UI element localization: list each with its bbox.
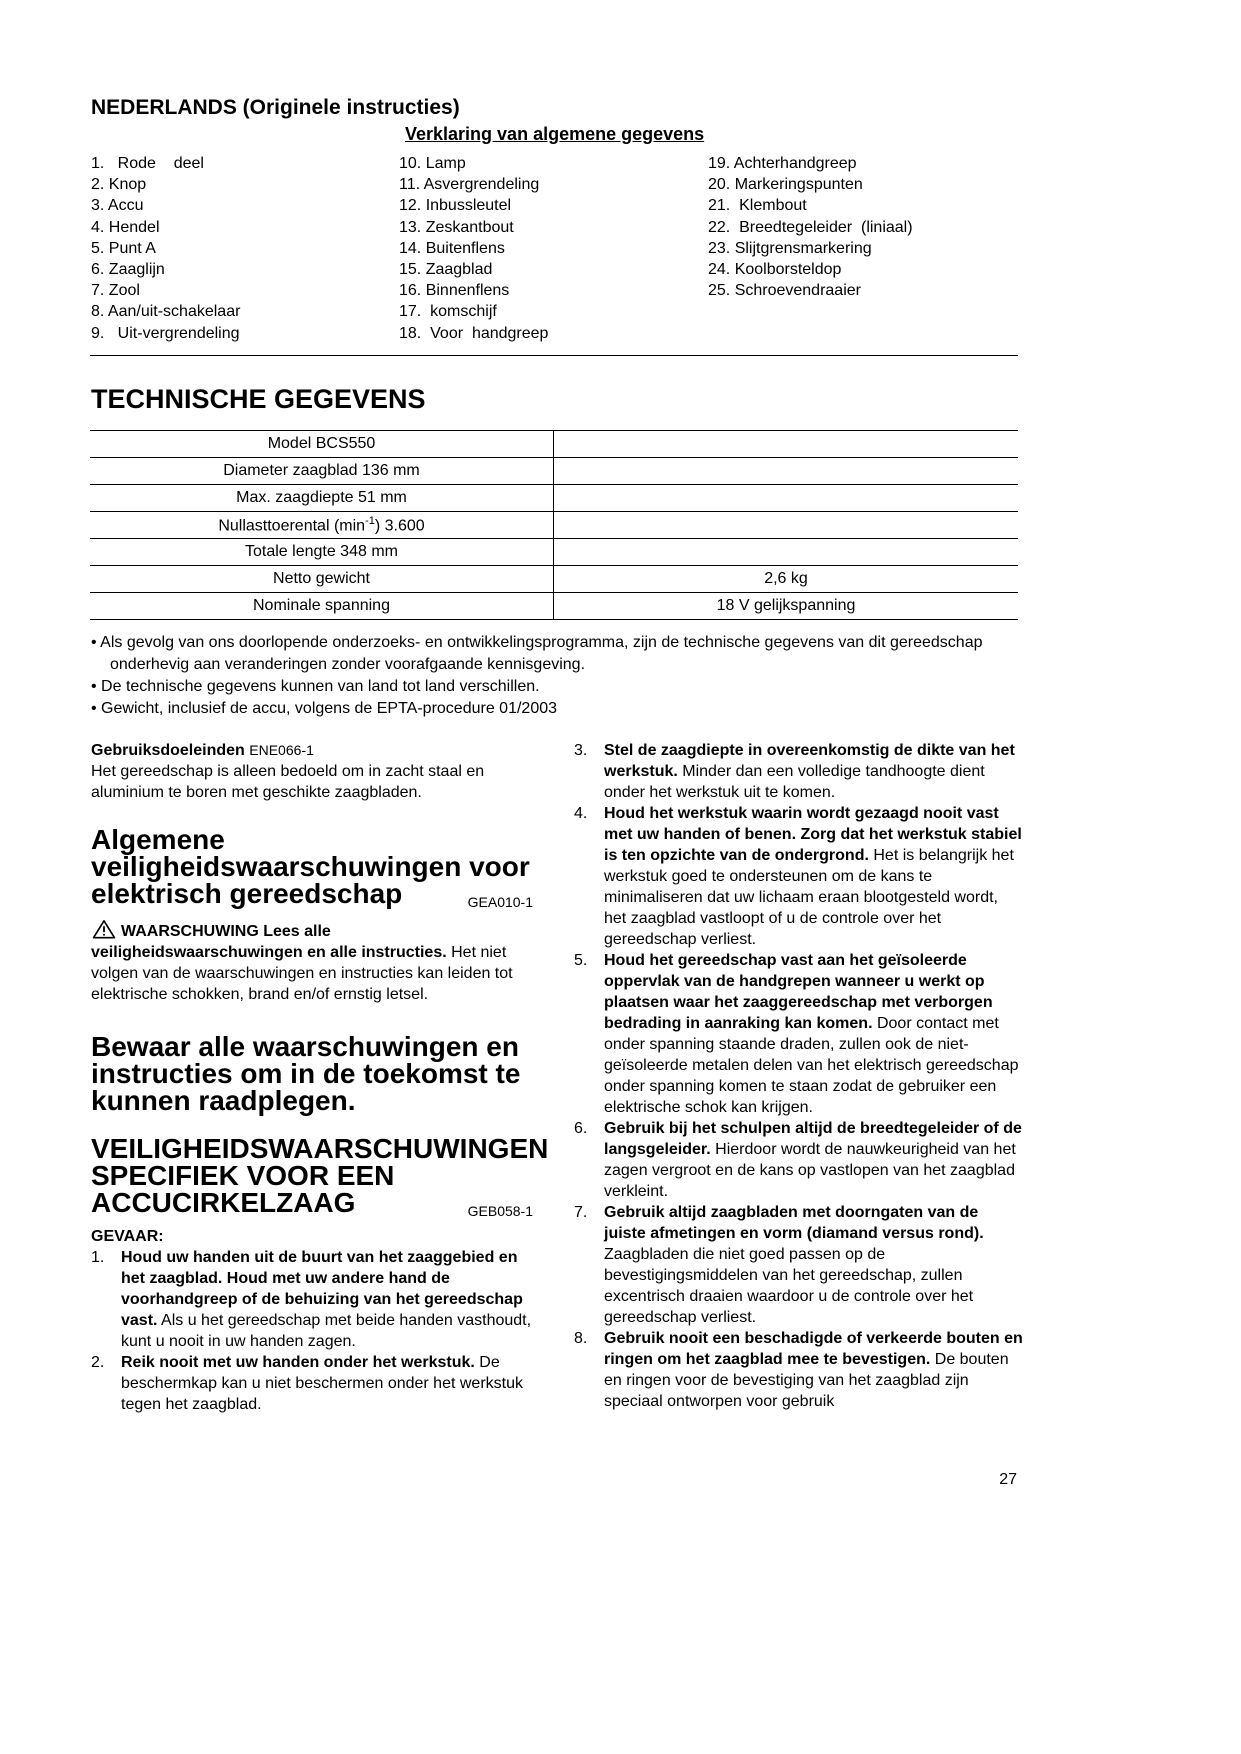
item-bold: Houd het werkstuk waarin wordt gezaagd nooit vast met uw handen of benen. Zorg dat het werkstuk stabiel is ten opzichte van de ondergrond.: [604, 805, 1022, 864]
spec-label: Max. zaagdiepte 51 mm: [90, 485, 554, 512]
legend-item: 7. Zool: [91, 282, 140, 300]
item-bold: Gebruik nooit een beschadigde of verkeerde bouten en ringen om het zaagblad mee te bevestigen.: [604, 1330, 1023, 1368]
spec-value: [554, 512, 1019, 539]
danger-label: GEVAAR:: [91, 1228, 164, 1245]
specs-notes: [91, 632, 1031, 720]
intended-use-title: Gebruiksdoeleinden: [91, 742, 245, 759]
item-bold: Stel de zaagdiepte in overeenkomstig de dikte van het werkstuk.: [604, 742, 1015, 780]
spec-label: Diameter zaagblad 136 mm: [90, 458, 554, 485]
list-item: [574, 740, 1024, 803]
table-row: [90, 593, 1018, 620]
general-safety-section: [91, 826, 533, 1005]
specific-title-1: VEILIGHEIDSWAARSCHUWINGEN: [91, 1133, 549, 1164]
warning-triangle-icon: [91, 919, 117, 939]
language-heading: NEDERLANDS (Originele instructies): [91, 96, 460, 119]
spec-value: [554, 485, 1019, 512]
page-number: 27: [999, 1471, 1017, 1488]
legend-item: 14. Buitenflens: [399, 239, 505, 257]
legend-item: 5. Punt A: [91, 239, 156, 257]
list-item: [574, 1328, 1024, 1412]
intended-use-code: ENE066-1: [249, 742, 314, 758]
specific-safety-section: [91, 1133, 549, 1415]
spec-value: [554, 431, 1019, 458]
legend-item: 21. Klembout: [708, 197, 807, 215]
legend-item: 13. Zeskantbout: [399, 218, 514, 236]
item-number: 3.: [574, 742, 588, 759]
item-number: 2.: [91, 1354, 105, 1371]
warning-paragraph: [91, 919, 533, 1005]
list-item: [91, 1247, 533, 1352]
intended-use-text: Het gereedschap is alleen bedoeld om in zacht staal en aluminium te boren met geschikte zaagbladen.: [91, 763, 485, 801]
item-text: Zaagbladen die niet goed passen op de bevestigingsmiddelen van het gereedschap, zullen excentrisch draaien waardoor u de controle over het gereedschap verliest.: [604, 1246, 974, 1326]
item-number: 4.: [574, 805, 588, 822]
legend-item: 20. Markeringspunten: [708, 176, 863, 194]
spec-value: [554, 458, 1019, 485]
legend-item: 22. Breedtegeleider (liniaal): [708, 218, 913, 236]
spec-label: Nominale spanning: [90, 593, 554, 620]
keep-instructions-section: [91, 1033, 533, 1114]
legend-title: Verklaring van algemene gegevens: [405, 124, 705, 144]
legend-item: 8. Aan/uit-schakelaar: [91, 303, 241, 321]
spec-value: 2,6 kg: [554, 566, 1019, 593]
legend-item: 16. Binnenflens: [399, 282, 510, 300]
legend-item: 19. Achterhandgreep: [708, 155, 857, 172]
table-row: [90, 539, 1018, 566]
legend-column-1: [91, 153, 240, 344]
item-text: Als u het gereedschap met beide handen vasthoudt, kunt u nooit in uw handen zagen.: [121, 1312, 532, 1350]
legend-item: 15. Zaagblad: [399, 261, 493, 279]
legend-item: 11. Asvergrendeling: [399, 176, 540, 194]
item-text: Het is belangrijk het werkstuk goed te ondersteunen om de kans te minimaliseren dat uw lichaam eraan blootgesteld wordt, het zaagblad vastloopt of u de controle over het gereedschap verliest.: [604, 847, 1014, 948]
list-item: [574, 803, 1024, 950]
table-row: [90, 512, 1018, 539]
legend-item: 23. Slijtgrensmarkering: [708, 239, 872, 257]
item-text: De beschermkap kan u niet beschermen onder het werkstuk tegen het zaagblad.: [121, 1354, 523, 1413]
table-row: [90, 485, 1018, 512]
item-number: 6.: [574, 1120, 588, 1137]
spec-note: • Als gevolg van ons doorlopende onderzoeks- en ontwikkelingsprogramma, zijn de technische gegevens van dit gereedschap onderhevig aan veranderingen zonder voorafgaande kennisgeving.: [91, 634, 983, 673]
item-bold: Houd het gereedschap vast aan het geïsoleerde oppervlak van de handgrepen wanneer u werkt op plaatsen waar het zaaggereedschap met verborgen bedrading in aanraking kan komen.: [604, 952, 993, 1032]
item-bold: Gebruik altijd zaagbladen met doorngaten van de juiste afmetingen en vorm (diamand versus rond).: [604, 1204, 984, 1242]
legend-item: 25. Schroevendraaier: [708, 282, 861, 300]
specific-code: GEB058-1: [467, 1203, 533, 1219]
specific-title-3: ACCUCIRKELZAAG: [91, 1187, 356, 1218]
item-number: 1.: [91, 1249, 105, 1266]
legend-item: 1. Rode deel: [91, 155, 204, 172]
legend-item: 18. Voor handgreep: [399, 324, 549, 342]
item-bold: Houd uw handen uit de buurt van het zaaggebied en het zaagblad. Houd met uw andere hand de voorhandgreep of de behuizing van het gereedschap vast.: [121, 1249, 523, 1329]
general-safety-title-2: veiligheidswaarschuwingen voor: [91, 851, 530, 882]
spec-label-text: Nullasttoerental (min: [218, 517, 366, 535]
spec-label: Model BCS550: [90, 431, 554, 458]
item-bold: Reik nooit met uw handen onder het werkstuk.: [121, 1354, 475, 1371]
list-item: [91, 1352, 533, 1415]
warning-text: Het niet volgen van de waarschuwingen en instructies kan leiden tot elektrische schokken, brand en/of ernstig letsel.: [91, 944, 513, 1003]
item-bold: Gebruik bij het schulpen altijd de breedtegeleider of de langsgeleider.: [604, 1120, 1022, 1158]
legend-item: 9. Uit-vergrendeling: [91, 324, 240, 342]
legend-column-3: [708, 153, 913, 301]
spec-label: Netto gewicht: [90, 566, 554, 593]
legend-item: 10. Lamp: [399, 155, 466, 172]
legend-item: 2. Knop: [91, 176, 147, 194]
spec-value: 18 V gelijkspanning: [554, 593, 1019, 620]
item-text: Minder dan een volledige tandhoogte dient onder het werkstuk uit te komen.: [604, 763, 985, 801]
spec-note: • De technische gegevens kunnen van land tot land verschillen.: [91, 678, 540, 695]
list-item: [574, 950, 1024, 1118]
item-number: 8.: [574, 1330, 588, 1347]
item-number: 7.: [574, 1204, 588, 1221]
table-row: [90, 431, 1018, 458]
intended-use-section: [91, 740, 533, 803]
table-row: [90, 566, 1018, 593]
spec-note: • Gewicht, inclusief de accu, volgens de EPTA-procedure 01/2003: [91, 700, 558, 717]
item-text: Door contact met onder spanning staande draden, zullen ook de niet-geïsoleerde metalen delen van het elektrisch gereedschap onder spanning komen te staan zodat de gebruiker een elektrische schok kan krijgen.: [604, 1015, 1019, 1116]
spec-label: Totale lengte 348 mm: [90, 539, 554, 566]
keep-instructions-title: Bewaar alle waarschuwingen en instructies om in de toekomst te kunnen raadplegen.: [91, 1031, 521, 1116]
specific-safety-continued: [574, 740, 1024, 1412]
table-row: [90, 458, 1018, 485]
legend-item: 17. komschijf: [399, 303, 497, 321]
specs-title: TECHNISCHE GEGEVENS: [91, 384, 426, 414]
item-text: Hierdoor wordt de nauwkeurigheid van het zagen vergroot en de kans op vastlopen van het zaagblad verkleint.: [604, 1141, 1016, 1200]
general-safety-title-3: elektrisch gereedschap: [91, 878, 403, 909]
spec-label: [90, 512, 554, 539]
warning-bold-text: WAARSCHUWING Lees alle veiligheidswaarschuwingen en alle instructies.: [91, 923, 447, 961]
spec-label-text: ) 3.600: [374, 517, 425, 535]
specific-title-2: SPECIFIEK VOOR EEN: [91, 1160, 395, 1191]
legend-item: 3. Accu: [91, 197, 144, 215]
spec-label-sup: -1: [365, 514, 375, 527]
legend-item: 24. Koolborsteldop: [708, 261, 842, 279]
list-item: [574, 1202, 1024, 1328]
legend-item: 4. Hendel: [91, 218, 160, 236]
legend-item: 12. Inbussleutel: [399, 197, 512, 215]
legend-column-2: [399, 153, 548, 344]
spec-value: [554, 539, 1019, 566]
specs-table: [90, 430, 1018, 620]
item-text: De bouten en ringen voor de bevestiging van het zaagblad zijn speciaal ontworpen voor gebruik: [604, 1351, 1009, 1410]
legend-item: 6. Zaaglijn: [91, 261, 165, 279]
divider: [90, 355, 1018, 356]
item-number: 5.: [574, 952, 588, 969]
general-safety-title-1: Algemene: [91, 824, 225, 855]
list-item: [574, 1118, 1024, 1202]
general-safety-code: GEA010-1: [467, 894, 533, 910]
